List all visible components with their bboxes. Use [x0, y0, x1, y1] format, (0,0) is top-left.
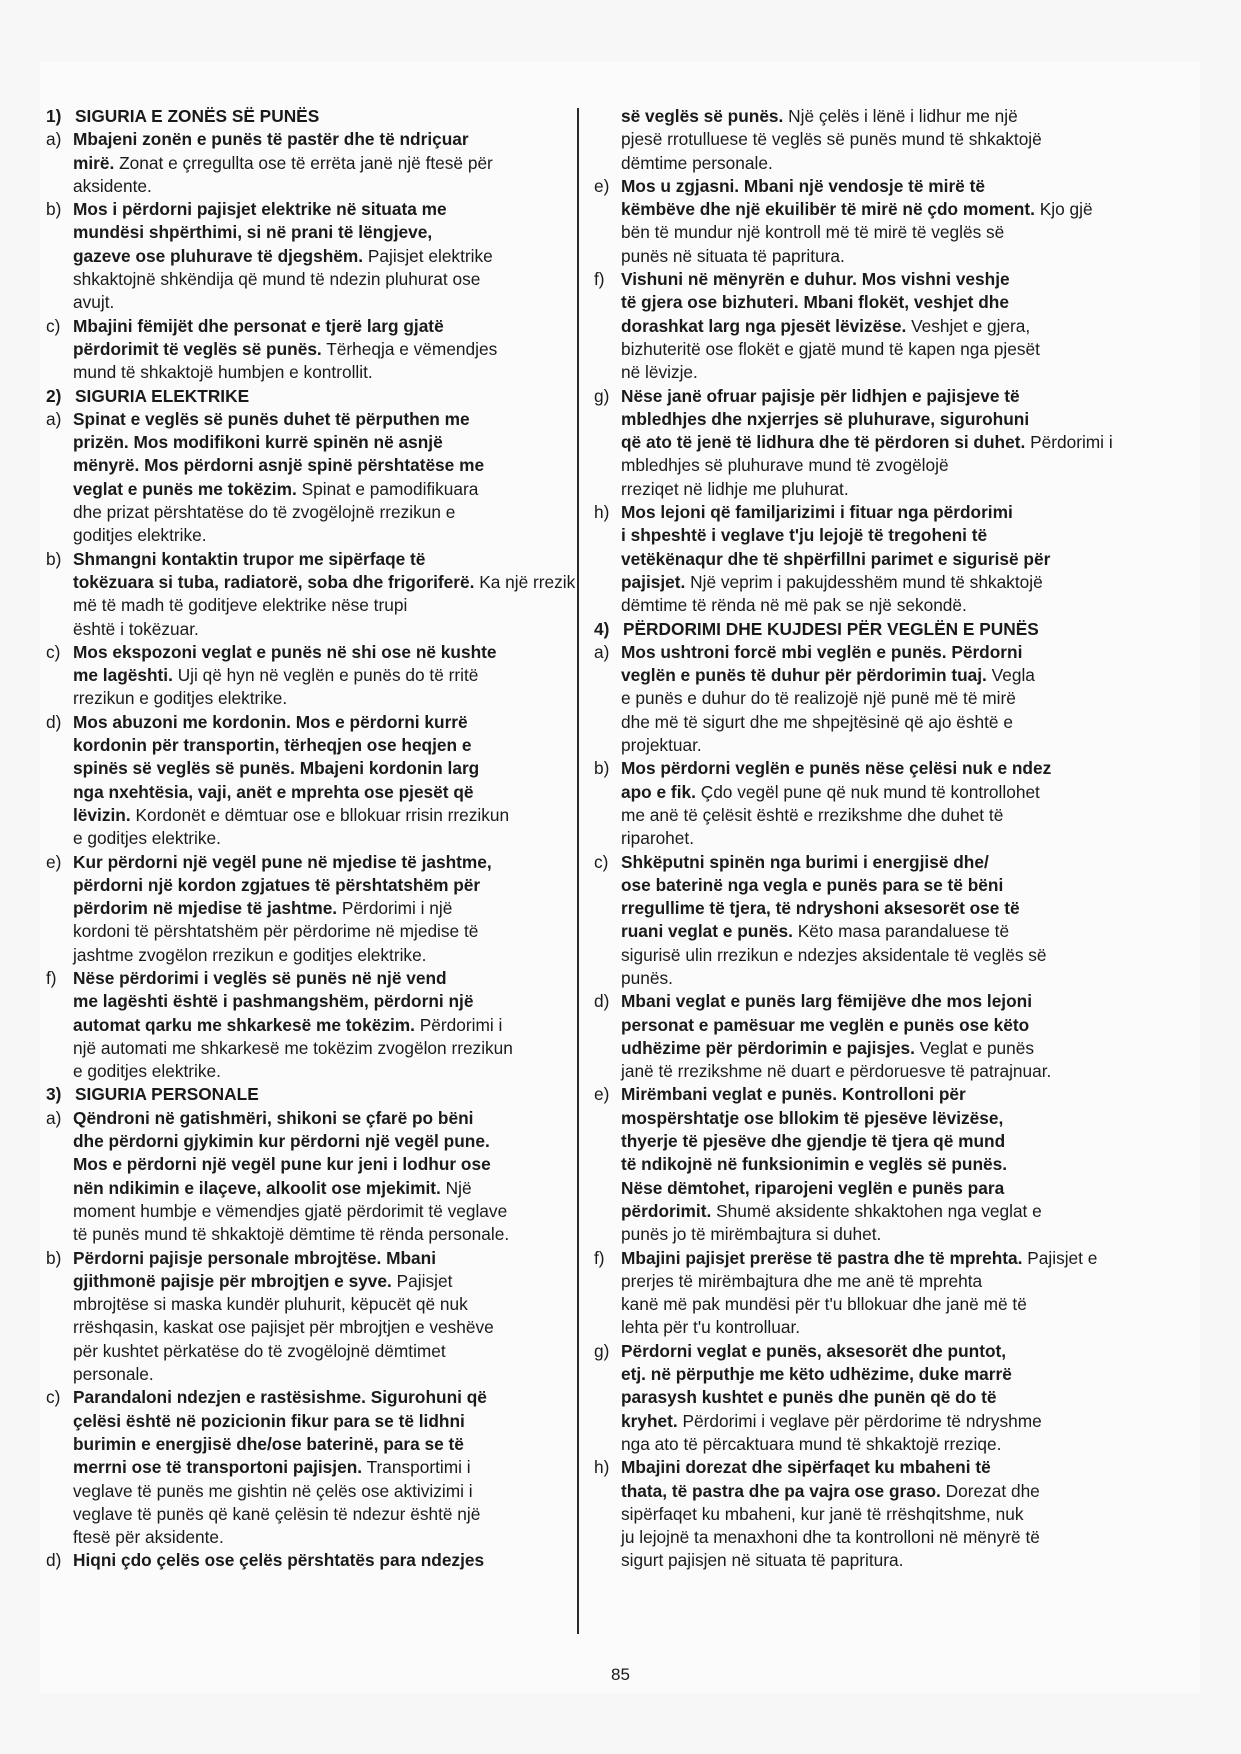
- item-emphasis-line: Vishuni në mënyrën e duhur. Mos vishni veshje: [621, 269, 1010, 290]
- item-body-line: veglave të punës me gishtin në çelës ose aktivizimi i: [73, 1480, 473, 1501]
- section-number: 4): [594, 618, 610, 639]
- item-text: [621, 385, 1126, 501]
- item-body-line: pjesë rrotulluese të veglës së punës mund të shkaktojë: [621, 129, 1042, 150]
- item-body-line: mund të shkaktojë humbjen e kontrollit.: [73, 362, 373, 383]
- list-item: [594, 757, 1126, 850]
- item-body-line: sigurt pajisjen në situata të papritura.: [621, 1550, 904, 1571]
- item-emphasis-line: Mos ushtroni forcë mbi veglën e punës. Përdorni: [621, 641, 1023, 662]
- item-emphasis-line: Mbajini fëmijët dhe personat e tjerë larg gjatë: [73, 315, 444, 336]
- item-text: [621, 1456, 1126, 1572]
- list-item: [46, 315, 578, 385]
- item-emphasis-line: dhe përdorni gjykimin kur përdorni një vegël pune.: [73, 1131, 490, 1152]
- item-emphasis-line: udhëzime për përdorimin e pajisjes.: [621, 1037, 915, 1058]
- list-item: [46, 851, 578, 967]
- item-body-line: rrëshqasin, kaskat ose pajisjet për mbrojtjen e veshëve: [73, 1317, 494, 1338]
- item-emphasis-line: kordonin për transportin, tërheqjen ose heqjen e: [73, 735, 472, 756]
- list-item: [46, 1549, 578, 1572]
- item-body-line: Spinat e pamodifikuara: [301, 478, 479, 499]
- item-emphasis-line: me lagështi është i pashmangshëm, përdorni një: [73, 991, 474, 1012]
- item-body-line: Përdorimi i: [419, 1014, 503, 1035]
- item-emphasis-line: merrni ose të transportoni pajisjen.: [73, 1457, 363, 1478]
- item-body-line: projektuar.: [621, 735, 702, 756]
- section-heading: [594, 618, 1126, 641]
- item-body-line: punës jo të mirëmbajtura si duhet.: [621, 1224, 882, 1245]
- item-body-line: Veglat e punës: [919, 1037, 1035, 1058]
- list-item: [594, 1340, 1126, 1456]
- item-emphasis-line: Mos ekspozoni veglat e punës në shi ose në kushte: [73, 641, 497, 662]
- item-text: [621, 175, 1126, 268]
- item-emphasis-line: Mos u zgjasni. Mbani një vendosje të mirë të: [621, 175, 985, 196]
- list-item: [594, 501, 1126, 617]
- item-emphasis-line: së veglës së punës.: [621, 106, 784, 126]
- item-text: [73, 641, 578, 711]
- item-emphasis-line: nga nxehtësia, vaji, anët e mprehta ose pjesët që: [73, 781, 474, 802]
- item-emphasis-line: pajisjet.: [621, 571, 686, 592]
- item-text: [73, 315, 578, 385]
- item-body-line: riparohet.: [621, 828, 695, 849]
- item-body-line: Një veprim i pakujdesshëm mund të shkaktojë: [690, 571, 1043, 592]
- list-item: [46, 967, 578, 1083]
- item-marker: a): [46, 129, 62, 150]
- item-emphasis-line: mospërshtatje ose bllokim të pjesëve lëvizëse,: [621, 1107, 1004, 1128]
- item-text: [73, 198, 578, 314]
- item-text: [621, 268, 1126, 384]
- item-body-line: Uji që hyn në veglën e punës do të rritë: [177, 665, 479, 686]
- item-body-line: Dorezat dhe: [945, 1480, 1040, 1501]
- item-body-line: Çdo vegël pune që nuk mund të kontrollohet: [700, 781, 1040, 802]
- item-emphasis-line: çelësi është në pozicionin fikur para se të lidhni: [73, 1410, 465, 1431]
- item-body-line: Veshjet e gjera,: [911, 315, 1031, 336]
- item-body-line: është i tokëzuar.: [73, 618, 199, 639]
- item-emphasis-line: prizën. Mos modifikoni kurrë spinën në asnjë: [73, 432, 443, 453]
- item-body-line: personale.: [73, 1364, 154, 1385]
- item-emphasis-line: veglat e punës me tokëzim.: [73, 478, 297, 499]
- item-body-line: Kordonët e dëmtuar ose e bllokuar rrisin rrezikun: [135, 804, 510, 825]
- item-body-line: mbrojtëse si maska kundër pluhurit, këpucët që nuk: [73, 1294, 468, 1315]
- item-body-line: Pajisjet elektrike: [367, 245, 493, 266]
- item-body-line: rrezikun e goditjes elektrike.: [73, 688, 288, 709]
- item-emphasis-line: Shkëputni spinën nga burimi i energjisë dhe/: [621, 851, 989, 872]
- item-text: [621, 501, 1126, 617]
- item-emphasis-line: mbledhjes dhe nxjerrjes së pluhurave, sigurohuni: [621, 408, 1030, 429]
- item-body-line: shkaktojnë shkëndija që mund të ndezin pluhurat ose: [73, 269, 481, 290]
- section-title: SIGURIA ELEKTRIKE: [75, 385, 250, 406]
- item-text: [621, 990, 1126, 1083]
- section-title: SIGURIA E ZONËS SË PUNËS: [75, 106, 320, 126]
- item-emphasis-line: Mirëmbani veglat e punës. Kontrolloni për: [621, 1084, 966, 1105]
- item-emphasis-line: automat qarku me shkarkesë me tokëzim.: [73, 1014, 415, 1035]
- item-emphasis-line: burimin e energjisë dhe/ose baterinë, para se të: [73, 1433, 464, 1454]
- section-number: 1): [46, 106, 62, 126]
- item-text: [73, 128, 578, 198]
- item-body-line: Këto masa parandaluese të: [797, 921, 1010, 942]
- item-text: [73, 1386, 578, 1549]
- list-item: [594, 851, 1126, 991]
- item-body-line: lehta për t'u kontrolluar.: [621, 1317, 801, 1338]
- item-body-line: veglave të punës që kanë çelësin të ndezur është një: [73, 1503, 481, 1524]
- item-emphasis-line: gjithmonë pajisje për mbrojtjen e syve.: [73, 1270, 392, 1291]
- page-number: 85: [611, 1665, 630, 1684]
- left-column: [46, 105, 578, 1573]
- item-body-line: Përdorimi i mbledhjes së pluhurave mund të zvogëlojë: [621, 432, 1113, 476]
- item-body-line: të punës mund të shkaktojë dëmtime të rënda personale.: [73, 1224, 510, 1245]
- item-marker: e): [46, 851, 62, 872]
- item-text: [73, 408, 578, 548]
- item-emphasis-line: përdorimit.: [621, 1200, 712, 1221]
- item-marker: d): [46, 1550, 62, 1571]
- item-text: [621, 757, 1126, 850]
- item-emphasis-line: tokëzuara si tuba, radiatorë, soba dhe frigoriferë.: [73, 571, 475, 592]
- section-heading: [46, 1083, 578, 1106]
- item-text: [621, 1247, 1126, 1340]
- item-emphasis-line: etj. në përputhje me këto udhëzime, duke marrë: [621, 1364, 1012, 1385]
- item-body-line: Një: [445, 1177, 472, 1198]
- item-marker: [594, 105, 621, 175]
- item-emphasis-line: përdorni një kordon zgjatues të përshtatshëm për: [73, 874, 481, 895]
- item-body-line: kanë më pak mundësi për t'u bllokuar dhe janë më të: [621, 1294, 1027, 1315]
- section-title: SIGURIA PERSONALE: [75, 1084, 259, 1105]
- item-body-line: dhe më të sigurt dhe me shpejtësinë që ajo është e: [621, 711, 1013, 732]
- list-item: [594, 1083, 1126, 1246]
- item-emphasis-line: i shpeshtë i veglave t'ju lejojë të tregoheni të: [621, 525, 988, 546]
- item-body-line: Përdorimi i veglave për përdorime të ndryshme: [682, 1410, 1042, 1431]
- section-title: PËRDORIMI DHE KUJDESI PËR VEGLËN E PUNËS: [623, 618, 1039, 639]
- item-marker: d): [46, 711, 62, 732]
- list-item: [594, 385, 1126, 501]
- item-marker: b): [46, 199, 62, 220]
- item-marker: f): [594, 269, 605, 290]
- list-item: [594, 105, 1126, 175]
- item-marker: b): [46, 1247, 62, 1268]
- item-body-line: Kjo gjë bën të mundur një kontroll më të mirë të veglës së: [621, 199, 1093, 243]
- item-text: [621, 851, 1126, 991]
- item-body-line: me anë të çelësit është e rrezikshme dhe duhet të: [621, 804, 1004, 825]
- item-marker: c): [46, 641, 61, 662]
- list-item: [594, 1247, 1126, 1340]
- item-emphasis-line: personat e pamësuar me veglën e punës ose këto: [621, 1014, 1030, 1035]
- item-body-line: Vegla: [991, 665, 1035, 686]
- item-body-line: Zonat e çrregullta ose të errëta janë një ftesë për: [119, 152, 493, 173]
- list-item: [594, 268, 1126, 384]
- item-marker: b): [594, 758, 610, 779]
- item-body-line: ftesë për aksidente.: [73, 1527, 224, 1548]
- item-body-line: e punës e duhur do të realizojë një punë më të mirë: [621, 688, 1016, 709]
- item-emphasis-line: Mos përdorni veglën e punës nëse çelësi nuk e ndez: [621, 758, 1052, 779]
- item-text: [73, 851, 578, 967]
- item-emphasis-line: Nëse janë ofruar pajisje për lidhjen e pajisjeve të: [621, 385, 1020, 406]
- item-text: [73, 711, 578, 851]
- item-body-line: punës në situata të papritura.: [621, 245, 845, 266]
- item-marker: a): [594, 641, 610, 662]
- item-body-line: e goditjes elektrike.: [73, 1061, 221, 1082]
- column-divider: [577, 108, 579, 1634]
- list-item: [46, 408, 578, 548]
- list-item: [46, 128, 578, 198]
- item-body-line: nga ato të përcaktuara mund të shkaktojë rreziqe.: [621, 1433, 1002, 1454]
- item-emphasis-line: Mbajini pajisjet prerëse të pastra dhe të mprehta.: [621, 1247, 1023, 1268]
- item-body-line: Pajisjet e prerjes të mirëmbajtura dhe me anë të mprehta: [621, 1247, 1098, 1291]
- item-emphasis-line: këmbëve dhe një ekuilibër të mirë në çdo moment.: [621, 199, 1035, 220]
- item-body-line: për kushtet përkatëse do të zvogëlojnë dëmtimet: [73, 1340, 446, 1361]
- item-marker: c): [46, 315, 61, 336]
- list-item: [594, 641, 1126, 757]
- item-marker: f): [594, 1247, 605, 1268]
- item-emphasis-line: Përdorni veglat e punës, aksesorët dhe puntot,: [621, 1340, 1007, 1361]
- item-text: [621, 105, 1126, 175]
- item-body-line: bizhuteritë ose flokët e gjatë mund të kapen nga pjesët: [621, 338, 1040, 359]
- item-text: [621, 1340, 1126, 1456]
- item-marker: a): [46, 408, 62, 429]
- item-body-line: janë të rrezikshme në duart e përdoruesve të patrajnuar.: [621, 1061, 1052, 1082]
- item-emphasis-line: Mbajini dorezat dhe sipërfaqet ku mbaheni të: [621, 1457, 991, 1478]
- item-emphasis-line: Parandaloni ndezjen e rastësishme. Sigurohuni që: [73, 1387, 487, 1408]
- item-emphasis-line: me lagështi.: [73, 665, 173, 686]
- item-text: [73, 1549, 578, 1572]
- item-emphasis-line: Shmangni kontaktin trupor me sipërfaqe të: [73, 548, 426, 569]
- item-emphasis-line: përdorim në mjedise të jashtme.: [73, 898, 338, 919]
- item-emphasis-line: Hiqni çdo çelës ose çelës përshtatës para ndezjes: [73, 1550, 485, 1571]
- item-body-line: moment humbje e vëmendjes gjatë përdorimit të veglave: [73, 1200, 508, 1221]
- item-emphasis-line: Mbani veglat e punës larg fëmijëve dhe mos lejoni: [621, 991, 1033, 1012]
- item-emphasis-line: parasysh kushtet e punës dhe punën që do të: [621, 1387, 997, 1408]
- item-text: [73, 1107, 578, 1247]
- item-emphasis-line: rregullime të tjera, të ndryshoni aksesorët ose të: [621, 898, 1020, 919]
- item-emphasis-line: që ato të jenë të lidhura dhe të përdoren si duhet.: [621, 432, 1026, 453]
- list-item: [594, 175, 1126, 268]
- item-emphasis-line: mundësi shpërthimi, si në prani të lëngjeve,: [73, 222, 433, 243]
- item-emphasis-line: kryhet.: [621, 1410, 678, 1431]
- item-marker: g): [594, 1340, 610, 1361]
- item-body-line: avujt.: [73, 292, 115, 313]
- list-item: [46, 711, 578, 851]
- item-marker: a): [46, 1107, 62, 1128]
- item-emphasis-line: Mos i përdorni pajisjet elektrike në situata me: [73, 199, 447, 220]
- item-body-line: në lëvizje.: [621, 362, 698, 383]
- item-marker: f): [46, 967, 57, 988]
- item-body-line: punës.: [621, 967, 673, 988]
- item-emphasis-line: mënyrë. Mos përdorni asnjë spinë përshtatëse me: [73, 455, 485, 476]
- item-emphasis-line: vetëkënaqur dhe të shpërfillni parimet e sigurisë për: [621, 548, 1051, 569]
- item-marker: g): [594, 385, 610, 406]
- item-emphasis-line: lëvizin.: [73, 804, 131, 825]
- item-emphasis-line: thyerje të pjesëve dhe gjendje të tjera që mund: [621, 1131, 1006, 1152]
- item-body-line: goditjes elektrike.: [73, 525, 207, 546]
- item-emphasis-line: apo e fik.: [621, 781, 696, 802]
- item-body-line: aksidente.: [73, 175, 152, 196]
- item-body-line: Pajisjet: [396, 1270, 453, 1291]
- item-emphasis-line: gazeve ose pluhurave të djegshëm.: [73, 245, 364, 266]
- item-marker: d): [594, 991, 610, 1012]
- item-emphasis-line: përdorimit të veglës së punës.: [73, 338, 322, 359]
- list-item: [46, 198, 578, 314]
- section-heading: [46, 385, 578, 408]
- item-emphasis-line: Spinat e veglës së punës duhet të përputhen me: [73, 408, 470, 429]
- item-body-line: rreziqet në lidhje me pluhurat.: [621, 478, 849, 499]
- item-body-line: Shumë aksidente shkaktohen nga veglat e: [716, 1200, 1042, 1221]
- list-item: [46, 1247, 578, 1387]
- list-item: [46, 641, 578, 711]
- item-text: [73, 1247, 578, 1387]
- item-emphasis-line: ose baterinë nga vegla e punës para se të bëni: [621, 874, 1004, 895]
- item-marker: b): [46, 548, 62, 569]
- item-text: [73, 548, 578, 641]
- item-body-line: sipërfaqet ku mbaheni, kur janë të rrëshqitshme, nuk: [621, 1503, 1024, 1524]
- item-emphasis-line: Qëndroni në gatishmëri, shikoni se çfarë po bëni: [73, 1107, 474, 1128]
- list-item: [594, 990, 1126, 1083]
- item-text: [621, 641, 1126, 757]
- item-marker: e): [594, 1084, 610, 1105]
- item-emphasis-line: Nëse përdorimi i veglës së punës në një vend: [73, 967, 447, 988]
- item-body-line: kordoni të përshtatshëm për përdorime në mjedise të: [73, 921, 479, 942]
- item-body-line: jashtme zvogëlon rrezikun e goditjes elektrike.: [73, 944, 427, 965]
- item-marker: c): [46, 1387, 61, 1408]
- item-body-line: e goditjes elektrike.: [73, 828, 221, 849]
- item-emphasis-line: spinës së veglës së punës. Mbajeni kordonin larg: [73, 758, 480, 779]
- item-emphasis-line: Mos lejoni që familjarizimi i fituar nga përdorimi: [621, 502, 1013, 523]
- item-emphasis-line: Nëse dëmtohet, riparojeni veglën e punës para: [621, 1177, 1005, 1198]
- right-column: [594, 105, 1126, 1573]
- item-emphasis-line: mirë.: [73, 152, 115, 173]
- item-marker: e): [594, 175, 610, 196]
- item-emphasis-line: të ndikojnë në funksionimin e veglës së punës.: [621, 1154, 1008, 1175]
- item-emphasis-line: ruani veglat e punës.: [621, 921, 793, 942]
- item-body-line: Një çelës i lënë i lidhur me një: [788, 106, 1018, 126]
- item-body-line: dhe prizat përshtatëse do të zvogëlojnë rrezikun e: [73, 502, 456, 523]
- list-item: [46, 548, 578, 641]
- list-item: [46, 1107, 578, 1247]
- item-emphasis-line: Mbajeni zonën e punës të pastër dhe të ndriçuar: [73, 129, 469, 150]
- list-item: [594, 1456, 1126, 1572]
- item-emphasis-line: dorashkat larg nga pjesët lëvizëse.: [621, 315, 907, 336]
- item-body-line: sigurisë ulin rrezikun e ndezjes aksidentale të veglës së: [621, 944, 1047, 965]
- item-marker: h): [594, 1457, 610, 1478]
- item-body-line: ju lejojnë ta menaxhoni dhe ta kontrolloni në mënyrë të: [621, 1527, 1040, 1548]
- item-emphasis-line: nën ndikimin e ilaçeve, alkoolit ose mjekimit.: [73, 1177, 441, 1198]
- section-number: 2): [46, 385, 62, 406]
- item-body-line: Përdorimi i një: [341, 898, 453, 919]
- item-emphasis-line: thata, të pastra dhe pa vajra ose graso.: [621, 1480, 941, 1501]
- item-text: [73, 967, 578, 1083]
- item-text: [621, 1083, 1126, 1246]
- item-body-line: Ka një rrezik më të madh të goditjeve elektrike nëse trupi: [73, 571, 576, 616]
- item-body-line: dëmtime personale.: [621, 152, 773, 173]
- item-marker: c): [594, 851, 609, 872]
- item-body-line: dëmtime të rënda në më pak se një sekondë.: [621, 595, 967, 616]
- section-number: 3): [46, 1084, 62, 1105]
- item-emphasis-line: veglën e punës të duhur për përdorimin tuaj.: [621, 665, 987, 686]
- item-body-line: një automati me shkarkesë me tokëzim zvogëlon rrezikun: [73, 1037, 513, 1058]
- item-emphasis-line: Përdorni pajisje personale mbrojtëse. Mbani: [73, 1247, 437, 1268]
- item-body-line: Transportimi i: [366, 1457, 471, 1478]
- list-item: [46, 1386, 578, 1549]
- item-marker: h): [594, 502, 610, 523]
- item-emphasis-line: Mos e përdorni një vegël pune kur jeni i lodhur ose: [73, 1154, 491, 1175]
- item-emphasis-line: Kur përdorni një vegël pune në mjedise të jashtme,: [73, 851, 492, 872]
- section-heading: [46, 105, 578, 128]
- item-emphasis-line: të gjera ose bizhuteri. Mbani flokët, veshjet dhe: [621, 292, 1009, 313]
- item-body-line: Tërheqja e vëmendjes: [326, 338, 498, 359]
- item-emphasis-line: Mos abuzoni me kordonin. Mos e përdorni kurrë: [73, 711, 468, 732]
